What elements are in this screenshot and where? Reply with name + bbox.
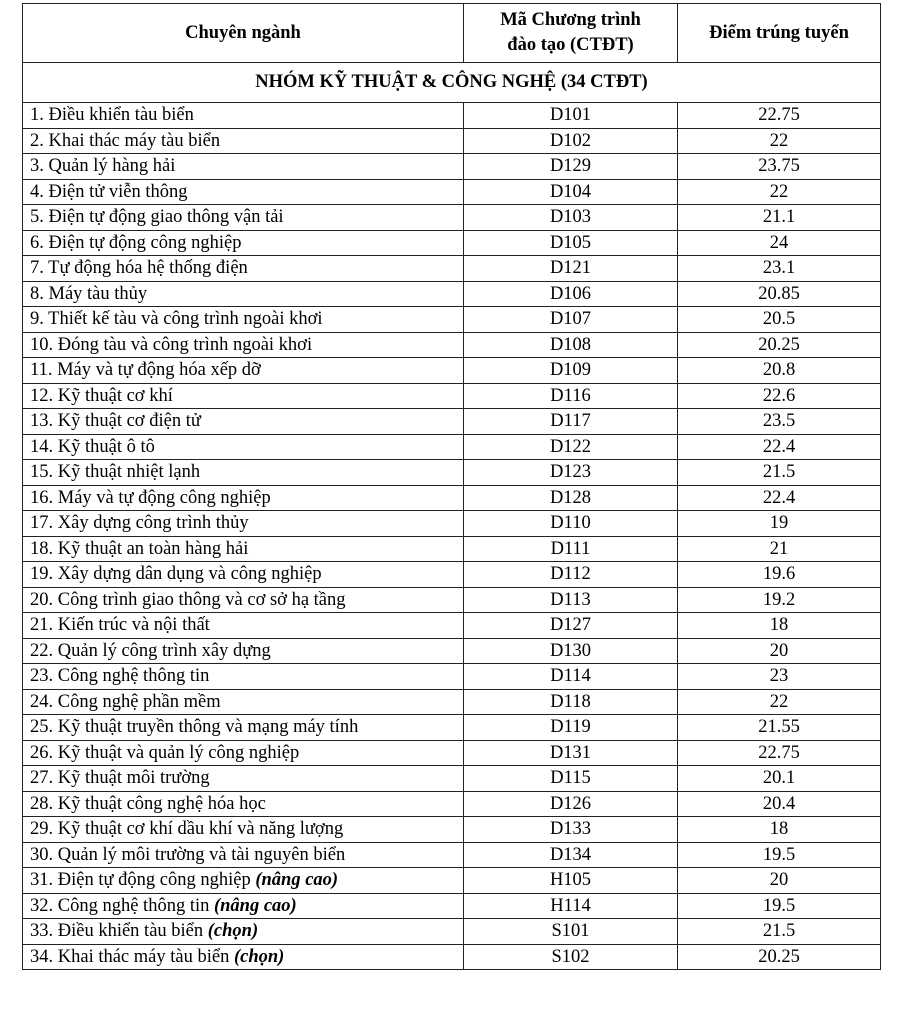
major-name: 13. Kỹ thuật cơ điện tử xyxy=(30,411,201,432)
table-row xyxy=(23,154,881,180)
program-code-cell: D116 xyxy=(464,383,678,409)
major-name-suffix: (nâng cao) xyxy=(255,870,339,891)
table-row xyxy=(23,791,881,817)
major-name-cell xyxy=(23,154,464,180)
major-name-cell xyxy=(23,791,464,817)
major-name: 30. Quản lý môi trường và tài nguyên biển xyxy=(30,844,346,865)
table-row xyxy=(23,766,881,792)
major-name-cell xyxy=(23,460,464,486)
program-code-cell: D104 xyxy=(464,179,678,205)
major-name-cell xyxy=(23,307,464,333)
program-code-cell: D113 xyxy=(464,587,678,613)
major-name: 2. Khai thác máy tàu biển xyxy=(30,130,221,151)
table-row xyxy=(23,562,881,588)
major-name: 14. Kỹ thuật ô tô xyxy=(30,436,155,457)
score-cell: 20.85 xyxy=(678,281,881,307)
program-code-cell: H105 xyxy=(464,868,678,894)
major-name: 12. Kỹ thuật cơ khí xyxy=(30,385,173,406)
admission-scores-table xyxy=(22,3,881,970)
major-name-cell xyxy=(23,383,464,409)
header-major: Chuyên ngành xyxy=(23,4,464,63)
program-code-cell: D109 xyxy=(464,358,678,384)
program-code-cell: D130 xyxy=(464,638,678,664)
score-cell: 20 xyxy=(678,868,881,894)
header-program-code-line2: đào tạo (CTĐT) xyxy=(507,35,634,55)
score-cell: 19.2 xyxy=(678,587,881,613)
major-name-cell xyxy=(23,944,464,970)
table-row xyxy=(23,383,881,409)
major-name: 17. Xây dựng công trình thủy xyxy=(30,513,249,534)
score-cell: 22.75 xyxy=(678,103,881,129)
major-name: 16. Máy và tự động công nghiệp xyxy=(30,487,271,508)
table-row xyxy=(23,460,881,486)
program-code-cell: H114 xyxy=(464,893,678,919)
score-cell: 22.4 xyxy=(678,434,881,460)
major-name-cell xyxy=(23,128,464,154)
major-name-suffix: (chọn) xyxy=(233,946,285,967)
major-name-cell xyxy=(23,562,464,588)
major-name-cell xyxy=(23,689,464,715)
score-cell: 19 xyxy=(678,511,881,537)
program-code-cell: D118 xyxy=(464,689,678,715)
major-name-cell xyxy=(23,511,464,537)
major-name-cell xyxy=(23,332,464,358)
major-name-cell xyxy=(23,715,464,741)
major-name: 23. Công nghệ thông tin xyxy=(30,666,210,687)
score-cell: 22.4 xyxy=(678,485,881,511)
group-title: NHÓM KỸ THUẬT & CÔNG NGHỆ (34 CTĐT) xyxy=(23,63,881,103)
major-name-cell xyxy=(23,281,464,307)
program-code-cell: D126 xyxy=(464,791,678,817)
program-code-cell: D117 xyxy=(464,409,678,435)
table-row xyxy=(23,128,881,154)
header-program-code xyxy=(464,4,678,63)
major-name-suffix: (nâng cao) xyxy=(213,895,297,916)
table-row xyxy=(23,332,881,358)
header-program-code-line1: Mã Chương trình xyxy=(500,10,641,30)
table-row xyxy=(23,842,881,868)
major-name-cell xyxy=(23,358,464,384)
major-name-cell xyxy=(23,587,464,613)
score-cell: 23.5 xyxy=(678,409,881,435)
program-code-cell: D108 xyxy=(464,332,678,358)
major-name: 29. Kỹ thuật cơ khí dầu khí và năng lượng xyxy=(30,819,344,840)
table-row xyxy=(23,256,881,282)
major-name-cell xyxy=(23,613,464,639)
score-cell: 19.5 xyxy=(678,893,881,919)
program-code-cell: D114 xyxy=(464,664,678,690)
major-name-cell xyxy=(23,230,464,256)
major-name-cell xyxy=(23,740,464,766)
major-name: 27. Kỹ thuật môi trường xyxy=(30,768,210,789)
major-name: 33. Điều khiển tàu biển xyxy=(30,921,208,942)
major-name: 5. Điện tự động giao thông vận tải xyxy=(30,207,284,228)
major-name-cell xyxy=(23,179,464,205)
program-code-cell: D127 xyxy=(464,613,678,639)
table-row xyxy=(23,893,881,919)
major-name: 9. Thiết kế tàu và công trình ngoài khơi xyxy=(30,309,323,330)
score-cell: 21.5 xyxy=(678,460,881,486)
program-code-cell: D107 xyxy=(464,307,678,333)
major-name-suffix: (chọn) xyxy=(207,921,259,942)
major-name: 15. Kỹ thuật nhiệt lạnh xyxy=(30,462,201,483)
score-cell: 20.8 xyxy=(678,358,881,384)
table-row xyxy=(23,511,881,537)
major-name-cell xyxy=(23,434,464,460)
major-name: 26. Kỹ thuật và quản lý công nghiệp xyxy=(30,742,300,763)
major-name-cell xyxy=(23,485,464,511)
header-score: Điểm trúng tuyển xyxy=(678,4,881,63)
major-name: 8. Máy tàu thủy xyxy=(30,283,148,304)
score-cell: 20.25 xyxy=(678,332,881,358)
table-row xyxy=(23,638,881,664)
score-cell: 22.6 xyxy=(678,383,881,409)
score-cell: 20.4 xyxy=(678,791,881,817)
program-code-cell: D102 xyxy=(464,128,678,154)
table-row xyxy=(23,689,881,715)
score-cell: 24 xyxy=(678,230,881,256)
major-name-cell xyxy=(23,256,464,282)
table-row xyxy=(23,179,881,205)
program-code-cell: D105 xyxy=(464,230,678,256)
score-cell: 22 xyxy=(678,179,881,205)
score-cell: 23.75 xyxy=(678,154,881,180)
table-row xyxy=(23,281,881,307)
score-cell: 22.75 xyxy=(678,740,881,766)
major-name: 19. Xây dựng dân dụng và công nghiệp xyxy=(30,564,322,585)
score-cell: 19.5 xyxy=(678,842,881,868)
major-name-cell xyxy=(23,842,464,868)
table-row xyxy=(23,205,881,231)
table-row xyxy=(23,230,881,256)
major-name: 31. Điện tự động công nghiệp xyxy=(30,870,256,891)
program-code-cell: S102 xyxy=(464,944,678,970)
program-code-cell: D111 xyxy=(464,536,678,562)
table-row xyxy=(23,715,881,741)
major-name: 28. Kỹ thuật công nghệ hóa học xyxy=(30,793,266,814)
major-name: 11. Máy và tự động hóa xếp dỡ xyxy=(30,360,261,381)
group-row xyxy=(23,63,881,103)
major-name-cell xyxy=(23,103,464,129)
program-code-cell: D128 xyxy=(464,485,678,511)
table-row xyxy=(23,817,881,843)
program-code-cell: D110 xyxy=(464,511,678,537)
major-name: 32. Công nghệ thông tin xyxy=(30,895,214,916)
table-row xyxy=(23,740,881,766)
major-name: 24. Công nghệ phần mềm xyxy=(30,691,221,712)
major-name-cell xyxy=(23,868,464,894)
program-code-cell: D122 xyxy=(464,434,678,460)
score-cell: 20.25 xyxy=(678,944,881,970)
table-row xyxy=(23,434,881,460)
major-name-cell xyxy=(23,638,464,664)
major-name: 34. Khai thác máy tàu biển xyxy=(30,946,234,967)
table-row xyxy=(23,587,881,613)
score-cell: 21.55 xyxy=(678,715,881,741)
program-code-cell: D131 xyxy=(464,740,678,766)
score-cell: 20.5 xyxy=(678,307,881,333)
major-name: 4. Điện tử viễn thông xyxy=(30,181,188,202)
table-row xyxy=(23,485,881,511)
table-row xyxy=(23,868,881,894)
program-code-cell: D129 xyxy=(464,154,678,180)
table-row xyxy=(23,103,881,129)
table-row xyxy=(23,358,881,384)
major-name: 10. Đóng tàu và công trình ngoài khơi xyxy=(30,334,313,355)
major-name: 7. Tự động hóa hệ thống điện xyxy=(30,258,248,279)
table-row xyxy=(23,944,881,970)
major-name: 22. Quản lý công trình xây dựng xyxy=(30,640,271,661)
table-row xyxy=(23,613,881,639)
table-row xyxy=(23,664,881,690)
table-row xyxy=(23,919,881,945)
program-code-cell: D123 xyxy=(464,460,678,486)
score-cell: 18 xyxy=(678,817,881,843)
score-cell: 20.1 xyxy=(678,766,881,792)
major-name: 1. Điều khiển tàu biển xyxy=(30,105,194,126)
major-name: 3. Quản lý hàng hải xyxy=(30,156,176,177)
program-code-cell: D101 xyxy=(464,103,678,129)
score-cell: 19.6 xyxy=(678,562,881,588)
program-code-cell: D112 xyxy=(464,562,678,588)
score-cell: 21 xyxy=(678,536,881,562)
major-name-cell xyxy=(23,536,464,562)
table-row xyxy=(23,307,881,333)
major-name: 25. Kỹ thuật truyền thông và mạng máy tính xyxy=(30,717,359,738)
score-cell: 21.1 xyxy=(678,205,881,231)
major-name: 6. Điện tự động công nghiệp xyxy=(30,232,242,253)
program-code-cell: S101 xyxy=(464,919,678,945)
major-name: 18. Kỹ thuật an toàn hàng hải xyxy=(30,538,249,559)
table-row xyxy=(23,409,881,435)
major-name-cell xyxy=(23,817,464,843)
score-cell: 18 xyxy=(678,613,881,639)
score-cell: 20 xyxy=(678,638,881,664)
program-code-cell: D133 xyxy=(464,817,678,843)
major-name: 20. Công trình giao thông và cơ sở hạ tầng xyxy=(30,589,346,610)
program-code-cell: D115 xyxy=(464,766,678,792)
score-cell: 22 xyxy=(678,128,881,154)
major-name-cell xyxy=(23,919,464,945)
table-row xyxy=(23,536,881,562)
score-cell: 22 xyxy=(678,689,881,715)
major-name: 21. Kiến trúc và nội thất xyxy=(30,615,210,636)
major-name-cell xyxy=(23,664,464,690)
program-code-cell: D103 xyxy=(464,205,678,231)
major-name-cell xyxy=(23,893,464,919)
major-name-cell xyxy=(23,205,464,231)
score-cell: 23.1 xyxy=(678,256,881,282)
program-code-cell: D134 xyxy=(464,842,678,868)
program-code-cell: D106 xyxy=(464,281,678,307)
header-row xyxy=(23,4,881,63)
score-cell: 21.5 xyxy=(678,919,881,945)
major-name-cell xyxy=(23,766,464,792)
program-code-cell: D119 xyxy=(464,715,678,741)
major-name-cell xyxy=(23,409,464,435)
score-cell: 23 xyxy=(678,664,881,690)
program-code-cell: D121 xyxy=(464,256,678,282)
